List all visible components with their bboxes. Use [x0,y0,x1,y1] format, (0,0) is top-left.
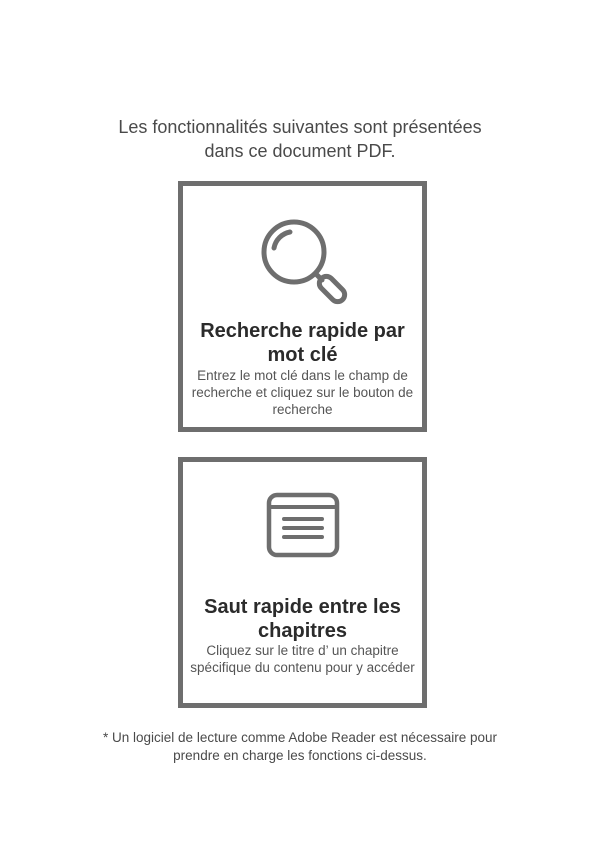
feature-title-line-2: chapitres [258,620,347,642]
footnote-line-2: prendre en charge les fonctions ci-dessus. [173,748,427,763]
footnote [0,729,600,765]
document-list-icon [266,492,340,558]
feature-description [183,642,422,676]
feature-title-line-1: Saut rapide entre les [204,596,401,618]
footnote-line-1: * Un logiciel de lecture comme Adobe Reader est nécessaire pour [103,730,497,745]
feature-card-search [178,181,427,432]
feature-desc-line-2: spécifique du contenu pour y accéder [190,660,415,675]
feature-title-line-2: mot clé [267,344,338,366]
feature-title-line-1: Recherche rapide par [200,320,405,342]
intro-text [0,115,600,163]
feature-desc-line-1: Cliquez sur le titre d’ un chapitre [206,643,399,658]
magnifier-icon [258,216,348,306]
feature-title [183,319,422,367]
intro-line-1: Les fonctionnalités suivantes sont présentées [118,117,482,137]
feature-desc-line-2: recherche et cliquez sur le bouton de [191,385,414,400]
intro-line-2: dans ce document PDF. [204,141,396,161]
feature-title [183,595,422,643]
feature-desc-line-3: recherche [272,402,333,417]
feature-description [183,367,422,418]
feature-card-chapters [178,457,427,708]
feature-desc-line-1: Entrez le mot clé dans le champ de [197,368,408,383]
